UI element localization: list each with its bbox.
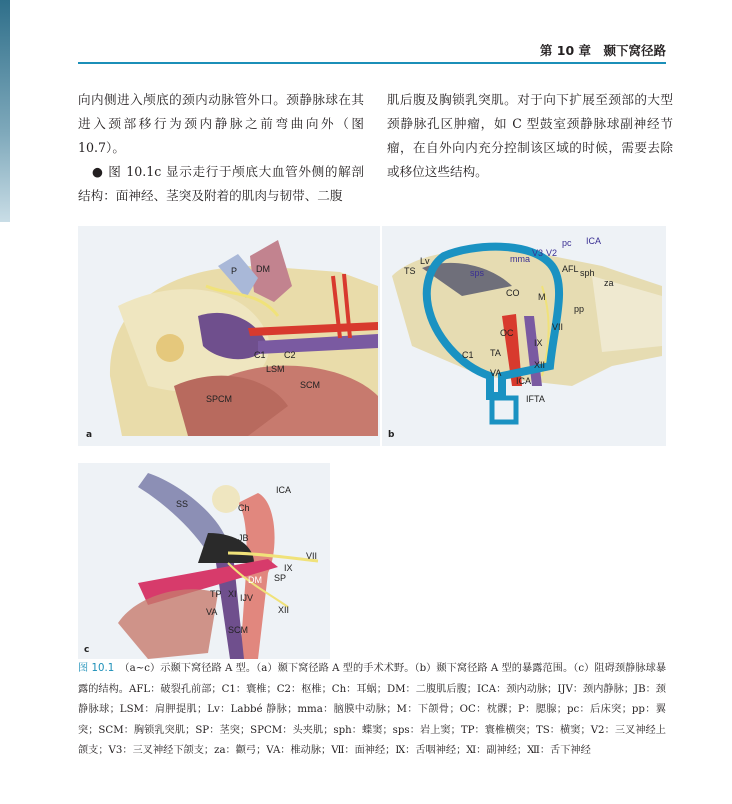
label-v2: V2 — [546, 248, 558, 258]
label-vii: VII — [306, 551, 318, 561]
scm-muscle — [118, 589, 218, 659]
label-sp: SP — [274, 573, 287, 583]
label-v3: V3 — [532, 248, 544, 258]
label-sph: sph — [580, 268, 595, 278]
label-c2: C2 — [284, 350, 296, 360]
label-ch: Ch — [238, 503, 250, 513]
label-p: P — [231, 266, 238, 276]
caption-text: （a~c）示颞下窝径路 A 型。（a）颞下窝径路 A 型的手术术野。（b）颞下窝径路 A 型的暴露范围。（c）阻碍颈静脉球暴露的结构。AFL：破裂孔前部；C1：寰椎；C2：枢椎；Ch：耳蜗；DM：二腹肌后腹；ICA：颈内动脉；IJV：颈内静脉；JB：颈静脉球；LSM：肩胛提肌；Lv：Labbé 静脉；mma：脑膜中动脉；M：下颌骨；OC：枕髁；P：腮腺；pc：后床突；pp：翼突；SCM：胸锁乳突肌；SP：茎突；SPCM：头夹肌；sph：蝶窦；sps：岩上窦；TP：寰椎横突；TS：横窦；V2：三叉神经上颌支；V3：三叉神经下颌支；za：颧弓；VA：椎动脉；Ⅶ：面神经；Ⅸ：舌咽神经；Ⅺ：副神经；Ⅻ：舌下神经 — [78, 663, 667, 756]
sidebar-accent-bar — [0, 0, 10, 222]
label-co: CO — [506, 288, 520, 298]
label-ix: IX — [534, 338, 543, 348]
label-va: VA — [206, 607, 218, 617]
label-afl: AFL — [562, 264, 579, 274]
body-text-left-column — [78, 88, 364, 208]
surgical-field-illustration — [78, 226, 380, 446]
label-vii: VII — [552, 322, 564, 332]
ifta-box — [492, 398, 516, 422]
label-xi: XI — [228, 589, 237, 599]
label-oc: OC — [500, 328, 514, 338]
label-xii: XII — [534, 360, 546, 370]
label-tp: TP — [210, 589, 222, 599]
label-spcm: SPCM — [206, 394, 233, 404]
running-header — [78, 40, 666, 64]
figure-number: 图 10.1 — [78, 663, 115, 674]
figure-panel-a — [78, 226, 380, 446]
label-ica-lower: ICA — [516, 376, 532, 386]
label-jb: JB — [238, 533, 249, 543]
label-m: M — [538, 292, 546, 302]
jugular-bulb-structures-illustration — [78, 463, 330, 659]
label-ica: ICA — [276, 485, 292, 495]
panel-letter-c: c — [84, 645, 90, 655]
label-ta: TA — [490, 348, 501, 358]
label-ix: IX — [284, 563, 293, 573]
label-dm: DM — [248, 575, 262, 585]
label-pc: pc — [562, 238, 572, 248]
figure-panel-b — [382, 226, 666, 446]
label-ifta: IFTA — [526, 394, 545, 404]
label-scm: SCM — [300, 380, 320, 390]
running-head-title: 第 10 章 颞下窝径路 — [539, 43, 666, 58]
body-text-right-column — [387, 88, 673, 184]
cochlea-region — [156, 334, 184, 362]
bullet-paragraph: ● 图 10.1c 显示走行于颅底大血管外侧的解剖结构：面神经、茎突及附着的肌肉与韧带、二腹 — [78, 164, 364, 203]
label-c1: C1 — [462, 350, 474, 360]
label-va: VA — [490, 368, 502, 378]
label-xii: XII — [278, 605, 290, 615]
paragraph: 肌后腹及胸锁乳突肌。对于向下扩展至颈部的大型颈静脉孔区肿瘤，如 C 型鼓室颈静脉球副神经节瘤，在自外向内充分控制该区域的时候，需要去除或移位这些结构。 — [387, 92, 673, 179]
paragraph: 向内侧进入颅底的颈内动脉管外口。颈静脉球在其进入颈部移行为颈内静脉之前弯曲向外（图10.7）。 — [78, 92, 364, 155]
panel-letter-b: b — [388, 430, 395, 440]
figure-caption — [78, 659, 666, 762]
label-lv: Lv — [420, 256, 430, 266]
label-ss: SS — [176, 499, 189, 509]
figure-panel-c — [78, 463, 330, 659]
label-pp: pp — [574, 304, 585, 314]
cochlea-shape — [212, 485, 240, 513]
label-lsm: LSM — [266, 364, 285, 374]
label-sps: sps — [470, 268, 485, 278]
label-ts: TS — [404, 266, 416, 276]
label-ica: ICA — [586, 236, 602, 246]
label-c1: C1 — [254, 350, 266, 360]
label-scm: SCM — [228, 625, 248, 635]
label-dm: DM — [256, 264, 270, 274]
label-mma: mma — [510, 254, 530, 264]
label-ijv: IJV — [240, 593, 254, 603]
label-za: za — [604, 278, 614, 288]
exposure-extent-illustration — [382, 226, 666, 446]
panel-letter-a: a — [86, 430, 93, 440]
